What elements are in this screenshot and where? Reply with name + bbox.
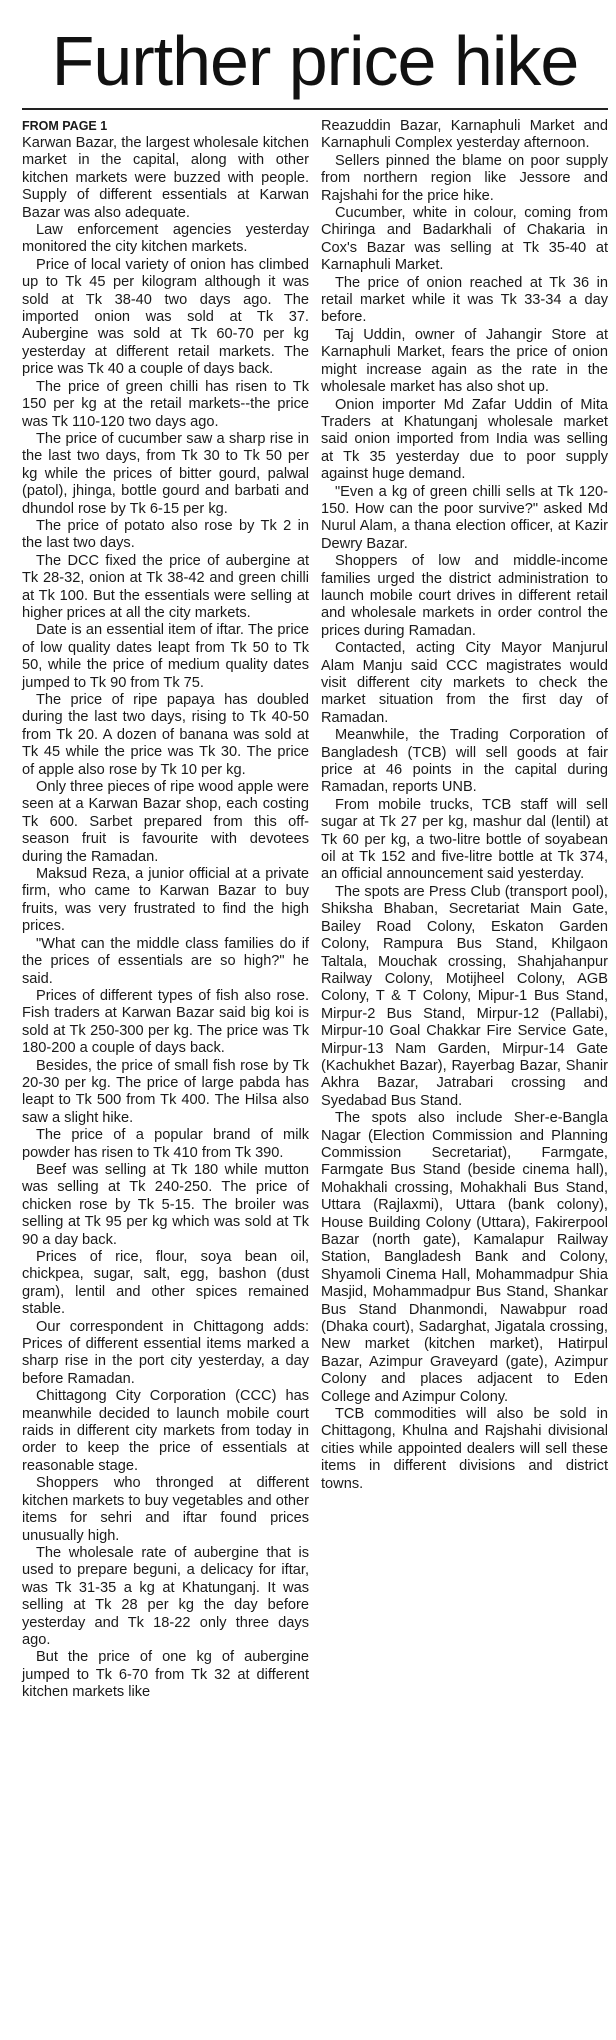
headline-rule <box>22 108 608 110</box>
column-left <box>22 118 309 1702</box>
paragraph: The price of potato also rose by Tk 2 in the last two days. <box>22 517 309 552</box>
paragraph: Chittagong City Corporation (CCC) has meanwhile decided to launch mobile court raids in different city markets from today in order to keep the price of essentials at reasonable stage. <box>22 1388 309 1474</box>
paragraph: Meanwhile, the Trading Corporation of Bangladesh (TCB) will sell goods at fair price at 46 points in the capital during Ramadan, reports UNB. <box>321 727 608 796</box>
paragraph <box>22 118 309 222</box>
article-columns <box>22 118 608 1702</box>
paragraph: But the price of one kg of aubergine jumped to Tk 6-70 from Tk 32 at different kitchen markets like <box>22 1649 309 1701</box>
paragraph: The price of onion reached at Tk 36 in retail market while it was Tk 33-34 a day before. <box>321 274 608 326</box>
paragraph: Shoppers who thronged at different kitchen markets to buy vegetables and other items for sehri and iftar found prices unusually high. <box>22 1475 309 1544</box>
paragraph: Sellers pinned the blame on poor supply from northern region like Jessore and Rajshahi for the price hike. <box>321 152 608 204</box>
paragraph: Cucumber, white in colour, coming from Chiringa and Badarkhali of Chakaria in Cox's Bazar was selling at Tk 35-40 at Karnaphuli Market. <box>321 205 608 274</box>
paragraph: "Even a kg of green chilli sells at Tk 120-150. How can the poor survive?" asked Md Nurul Alam, a thana election officer, at Kazir Dewry Bazar. <box>321 483 608 552</box>
paragraph: Prices of different types of fish also rose. Fish traders at Karwan Bazar said big koi is sold at Tk 250-300 per kg. The price was Tk 180-200 a couple of days back. <box>22 987 309 1057</box>
kicker: FROM PAGE 1 <box>22 119 108 133</box>
paragraph: The price of green chilli has risen to Tk 150 per kg at the retail markets--the price was Tk 110-120 two days ago. <box>22 378 309 430</box>
paragraph: Taj Uddin, owner of Jahangir Store at Karnaphuli Market, fears the price of onion might increase again as the rate in the wholesale market has also shot up. <box>321 326 608 396</box>
paragraph: From mobile trucks, TCB staff will sell sugar at Tk 27 per kg, mashur dal (lentil) at Tk 60 per kg, a two-litre bottle of soyabean oil at Tk 152 and five-litre bottle at Tk 374, an official announcement said yesterday. <box>321 796 608 883</box>
paragraph: Prices of rice, flour, soya bean oil, chickpea, sugar, salt, egg, bashon (dust gram), lentil and other spices remained stable. <box>22 1249 309 1318</box>
paragraph: The spots are Press Club (transport pool), Shiksha Bhaban, Secretariat Main Gate, Bailey Road Colony, Eskaton Garden Colony, Rampura Bus Stand, Khilgaon Taltala, Mouchak crossing, Shahjahanpur Railway Colony, Motijheel Colony, AGB Colony, T & T Colony, Mipur-1 Bus Stand, Mirpur-2 Bus Stand, Mirpur-12 (Pallabi), Mirpur-10 Goal Chakkar Fire Service Gate, Mirpur-13 Nam Garden, Mirpur-14 Gate (Kachukhet Bazar), Rayerbag Bazar, Shanir Akhra Bazar, Jatrabari crossing and Syedabad Bus Stand. <box>321 883 608 1109</box>
paragraph: The DCC fixed the price of aubergine at Tk 28-32, onion at Tk 38-42 and green chilli at Tk 100. But the essentials were selling at higher prices at all the city markets. <box>22 552 309 621</box>
paragraph: Date is an essential item of iftar. The price of low quality dates leapt from Tk 50 to Tk 50, while the price of medium quality dates jumped to Tk 90 from Tk 75. <box>22 622 309 691</box>
paragraph-text: Karwan Bazar, the largest wholesale kitchen market in the capital, along with other kitchen markets were buzzed with people. Supply of different essentials at Karwan Bazar was also adequate. <box>22 135 309 221</box>
paragraph: Besides, the price of small fish rose by Tk 20-30 per kg. The price of large pabda has leapt to Tk 500 from Tk 400. The Hilsa also saw a slight hike. <box>22 1057 309 1126</box>
paragraph: Law enforcement agencies yesterday monitored the city kitchen markets. <box>22 222 309 256</box>
paragraph: Price of local variety of onion has climbed up to Tk 45 per kilogram although it was sold at Tk 38-40 two days ago. The imported onion was sold at Tk 37. Aubergine was sold at Tk 60-70 per kg yesterday at different retail markets. The price was Tk 40 a couple of days back. <box>22 256 309 378</box>
paragraph: "What can the middle class families do if the prices of essentials are so high?" he said. <box>22 935 309 987</box>
paragraph: The price of ripe papaya has doubled during the last two days, rising to Tk 40-50 from Tk 20. A dozen of banana was sold at Tk 45 while the price was Tk 30. The price of apple also rose by Tk 10 per kg. <box>22 692 309 778</box>
paragraph: The spots also include Sher-e-Bangla Nagar (Election Commission and Planning Commission Secretariat), Farmgate, Farmgate Bus Stand (beside cinema hall), Mohakhali crossing, Mohakhali Bus Stand, Uttara (Rajlaxmi), Uttara (bank colony), House Building Colony (Uttara), Fakirerpool Bazar (north gate), Kamalapur Railway Station, Bangladesh Bank and Colony, Shyamoli Cinema Hall, Mohammadpur Shia Masjid, Mohammadpur Bus Stand, Shankar Bus Stand Dhanmondi, Nawabpur road (Dhaka court), Sadarghat, Jigatala crossing, New market (kitchen market), Hatirpul Bazar, Azimpur Graveyard (gate), Azimpur Colony and places adjacent to Eden College and Azimpur Colony. <box>321 1110 608 1405</box>
paragraph: Onion importer Md Zafar Uddin of Mita Traders at Khatunganj wholesale market said onion imported from India was selling at Tk 35 yesterday due to poor supply against huge demand. <box>321 396 608 483</box>
paragraph: Contacted, acting City Mayor Manjurul Alam Manju said CCC magistrates would visit different city markets to check the market situation from the first day of Ramadan. <box>321 640 608 726</box>
paragraph: Our correspondent in Chittagong adds: Prices of different essential items marked a sharp rise in the port city yesterday, a day before Ramadan. <box>22 1318 309 1387</box>
paragraph: Only three pieces of ripe wood apple were seen at a Karwan Bazar shop, each costing Tk 600. Sarbet prepared from this off-season fruit is favourite with devotees during the Ramadan. <box>22 779 309 865</box>
paragraph: The wholesale rate of aubergine that is used to prepare beguni, a delicacy for iftar, was Tk 31-35 a kg at Khatunganj. It was selling at Tk 28 per kg the day before yesterday and Tk 18-22 only three days ago. <box>22 1544 309 1648</box>
paragraph: TCB commodities will also be sold in Chittagong, Khulna and Rajshahi divisional cities while appointed dealers will sell these items in different divisions and district towns. <box>321 1406 608 1492</box>
paragraph: Shoppers of low and middle-income families urged the district administration to launch mobile court drives in different retail and wholesale markets in order control the prices during Ramadan. <box>321 553 608 639</box>
paragraph: The price of cucumber saw a sharp rise in the last two days, from Tk 30 to Tk 50 per kg while the prices of bitter gourd, palwal (patol), jhinga, bottle gourd and barbati and dhundol rose by Tk 6-15 per kg. <box>22 430 309 517</box>
column-right <box>321 118 608 1702</box>
paragraph: Maksud Reza, a junior official at a private firm, who came to Karwan Bazar to buy fruits, was very frustrated to find the high prices. <box>22 866 309 935</box>
paragraph: Reazuddin Bazar, Karnaphuli Market and Karnaphuli Complex yesterday afternoon. <box>321 118 608 152</box>
paragraph: The price of a popular brand of milk powder has risen to Tk 410 from Tk 390. <box>22 1127 309 1161</box>
paragraph: Beef was selling at Tk 180 while mutton was selling at Tk 240-250. The price of chicken rose by Tk 5-15. The broiler was selling at Tk 95 per kg which was sold at Tk 90 a day back. <box>22 1161 309 1248</box>
headline: Further price hike <box>51 22 579 100</box>
